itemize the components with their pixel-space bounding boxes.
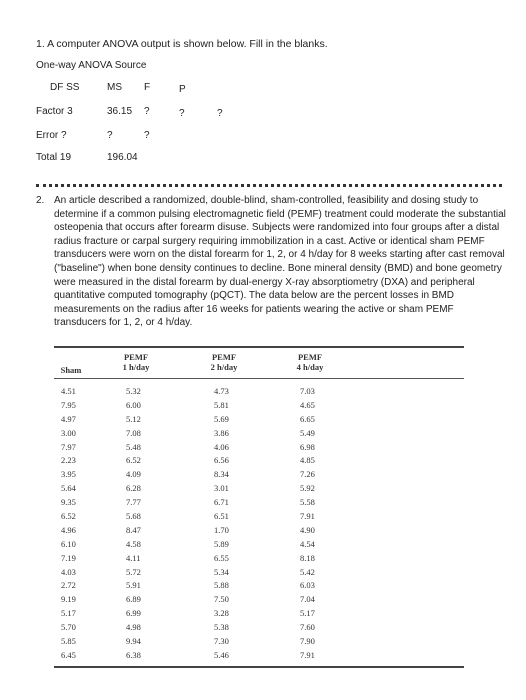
table-cell-sham: 7.95 — [61, 399, 76, 410]
table-row — [54, 385, 464, 399]
anova-factor-extra: ? — [217, 108, 223, 119]
table-cell-pemf-2h: 6.56 — [214, 455, 229, 466]
table-cell-pemf-1h: 6.99 — [126, 608, 141, 619]
table-row — [54, 579, 464, 593]
table-cell-pemf-4h: 5.58 — [300, 497, 315, 508]
table-cell-sham: 4.03 — [61, 566, 76, 577]
table-cell-pemf-1h: 5.12 — [126, 413, 141, 424]
anova-total-label: Total 19 — [36, 152, 72, 163]
table-row — [54, 635, 464, 649]
table-row — [54, 621, 464, 635]
table-cell-pemf-4h: 8.18 — [300, 552, 315, 563]
table-cell-pemf-1h: 7.77 — [126, 497, 141, 508]
anova-factor-label: Factor 3 — [36, 106, 73, 117]
table-cell-pemf-1h: 5.68 — [126, 511, 141, 522]
table-cell-sham: 5.70 — [61, 622, 76, 633]
table-cell-sham: 3.00 — [61, 427, 76, 438]
table-cell-pemf-1h: 5.72 — [126, 566, 141, 577]
table-cell-pemf-4h: 4.90 — [300, 524, 315, 535]
table-cell-pemf-4h: 7.04 — [300, 594, 315, 605]
table-row — [54, 468, 464, 482]
column-header-sham: Sham — [60, 365, 82, 375]
table-cell-sham: 4.97 — [61, 413, 76, 424]
table-cell-pemf-2h: 5.46 — [214, 649, 229, 660]
table-row — [54, 413, 464, 427]
table-cell-sham: 2.23 — [61, 455, 76, 466]
table-row — [54, 441, 464, 455]
anova-factor-f: ? — [144, 106, 150, 117]
anova-factor-p: ? — [179, 108, 185, 119]
table-cell-pemf-4h: 6.03 — [300, 580, 315, 591]
table-cell-pemf-1h: 5.32 — [126, 386, 141, 396]
table-cell-pemf-4h: 7.60 — [300, 622, 315, 633]
table-cell-pemf-4h: 6.65 — [300, 413, 315, 424]
table-row — [54, 510, 464, 524]
table-cell-sham: 7.97 — [61, 441, 76, 452]
anova-header-f: F — [144, 82, 151, 93]
table-cell-pemf-1h: 4.58 — [126, 538, 141, 549]
section-divider — [36, 184, 502, 187]
table-cell-pemf-4h: 7.91 — [300, 649, 315, 660]
table-cell-pemf-2h: 6.71 — [214, 497, 229, 508]
table-cell-sham: 9.35 — [61, 497, 76, 508]
table-cell-pemf-4h: 5.92 — [300, 483, 315, 494]
table-cell-pemf-4h: 7.91 — [300, 511, 315, 522]
table-cell-pemf-2h: 3.01 — [214, 483, 229, 494]
table-row — [54, 496, 464, 510]
anova-source-label: One-way ANOVA Source — [36, 60, 147, 71]
table-cell-pemf-1h: 6.00 — [126, 399, 141, 410]
table-cell-pemf-1h: 5.48 — [126, 441, 141, 452]
table-cell-pemf-4h: 7.26 — [300, 469, 315, 480]
table-cell-sham: 6.52 — [61, 511, 76, 522]
table-cell-pemf-2h: 5.69 — [214, 413, 229, 424]
table-cell-pemf-1h: 6.28 — [126, 483, 141, 494]
anova-total-ss: 196.04 — [107, 152, 138, 163]
table-cell-pemf-4h: 5.17 — [300, 608, 315, 619]
anova-header-p: P — [179, 84, 186, 95]
table-cell-sham: 5.64 — [61, 483, 76, 494]
table-cell-sham: 7.19 — [61, 552, 76, 563]
table-cell-pemf-4h: 4.85 — [300, 455, 315, 466]
table-cell-pemf-2h: 3.28 — [214, 608, 229, 619]
table-body — [54, 379, 464, 666]
table-cell-pemf-1h: 6.38 — [126, 649, 141, 660]
table-cell-pemf-1h: 4.09 — [126, 469, 141, 480]
anova-header-df-ss: DF SS — [50, 82, 80, 93]
table-cell-sham: 2.72 — [61, 580, 76, 591]
table-row — [54, 482, 464, 496]
table-cell-pemf-2h: 5.89 — [214, 538, 229, 549]
table-row — [54, 649, 464, 663]
anova-header-ms: MS — [107, 82, 122, 93]
column-header-pemf-2h: PEMF 2 h/day — [210, 352, 238, 372]
anova-error-ss: ? — [107, 130, 113, 141]
table-cell-pemf-2h: 7.50 — [214, 594, 229, 605]
table-cell-sham: 6.45 — [61, 649, 76, 660]
table-cell-sham: 4.96 — [61, 524, 76, 535]
table-cell-pemf-2h: 5.88 — [214, 580, 229, 591]
anova-factor-ms: 36.15 — [107, 106, 133, 117]
table-row — [54, 566, 464, 580]
table-cell-sham: 4.51 — [61, 386, 76, 396]
table-cell-sham: 6.10 — [61, 538, 76, 549]
table-row — [54, 607, 464, 621]
bmd-loss-table — [54, 346, 464, 668]
table-cell-pemf-2h: 7.30 — [214, 636, 229, 647]
table-cell-pemf-4h: 4.65 — [300, 399, 315, 410]
table-bottom-rule — [54, 666, 464, 668]
table-cell-pemf-4h: 4.54 — [300, 538, 315, 549]
table-cell-pemf-1h: 6.52 — [126, 455, 141, 466]
table-header — [54, 348, 464, 378]
question-2-number: 2. — [36, 195, 45, 206]
table-cell-pemf-2h: 3.86 — [214, 427, 229, 438]
table-cell-pemf-1h: 7.08 — [126, 427, 141, 438]
table-cell-pemf-2h: 4.06 — [214, 441, 229, 452]
column-header-pemf-1h: PEMF 1 h/day — [122, 352, 150, 372]
table-cell-pemf-1h: 4.98 — [126, 622, 141, 633]
table-cell-pemf-4h: 5.42 — [300, 566, 315, 577]
table-row — [54, 538, 464, 552]
table-row — [54, 552, 464, 566]
question-1-prompt: 1. A computer ANOVA output is shown below. Fill in the blanks. — [36, 38, 328, 50]
table-cell-pemf-4h: 7.90 — [300, 636, 315, 647]
table-cell-pemf-2h: 4.73 — [214, 386, 229, 396]
question-2 — [36, 194, 506, 330]
table-cell-pemf-4h: 7.03 — [300, 386, 315, 396]
table-cell-pemf-2h: 5.81 — [214, 399, 229, 410]
table-cell-pemf-2h: 1.70 — [214, 524, 229, 535]
table-cell-pemf-4h: 6.98 — [300, 441, 315, 452]
question-2-text: An article described a randomized, double-blind, sham-controlled, feasibility and dosing study to determine if a common pulsing electromagnetic field (PEMF) treatment could moderate the substantial osteopenia that occurs after forearm disuse. Subjects were randomized into four groups after a distal radius fracture or carpal surgery requiring immobilization in a cast. Active or identical sham PEMF transducers were worn on the distal forearm for 1, 2, or 4 h/day for 8 weeks starting after cast removal ("baseline") when bone density continues to decline. Bone mineral density (BMD) and bone geometry were measured in the distal forearm by dual-energy X-ray absorptiometry (DXA) and peripheral quantitative computed tomography (pQCT). The data below are the percent losses in BMD measurements on the radius after 16 weeks for patients wearing the active or sham PEMF transducers for 1, 2, or 4 h/day. — [54, 195, 506, 329]
table-cell-pemf-4h: 5.49 — [300, 427, 315, 438]
table-cell-pemf-2h: 8.34 — [214, 469, 229, 480]
table-cell-pemf-2h: 5.34 — [214, 566, 229, 577]
table-cell-sham: 5.17 — [61, 608, 76, 619]
table-cell-sham: 9.19 — [61, 594, 76, 605]
table-row — [54, 427, 464, 441]
table-cell-pemf-2h: 6.55 — [214, 552, 229, 563]
table-row — [54, 593, 464, 607]
column-header-pemf-4h: PEMF 4 h/day — [296, 352, 324, 372]
table-cell-pemf-1h: 5.91 — [126, 580, 141, 591]
table-cell-pemf-1h: 6.89 — [126, 594, 141, 605]
table-cell-sham: 3.95 — [61, 469, 76, 480]
table-row — [54, 399, 464, 413]
table-cell-pemf-1h: 8.47 — [126, 524, 141, 535]
table-row — [54, 524, 464, 538]
anova-error-ms: ? — [144, 130, 150, 141]
table-cell-pemf-1h: 9.94 — [126, 636, 141, 647]
table-cell-pemf-1h: 4.11 — [126, 552, 141, 563]
table-cell-pemf-2h: 5.38 — [214, 622, 229, 633]
anova-error-label: Error ? — [36, 130, 67, 141]
table-cell-pemf-2h: 6.51 — [214, 511, 229, 522]
table-cell-sham: 5.85 — [61, 636, 76, 647]
table-row — [54, 454, 464, 468]
